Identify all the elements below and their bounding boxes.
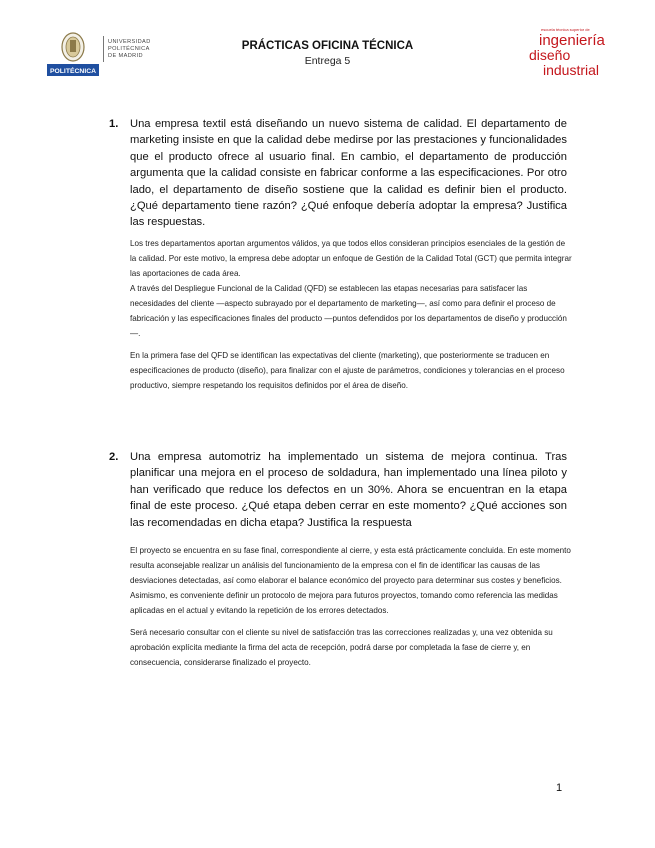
- etsidi-word-1: ingeniería: [539, 32, 605, 49]
- upm-line-1: UNIVERSIDAD: [108, 39, 151, 45]
- page-number: 1: [556, 782, 563, 794]
- answer-1-paragraph-1: Los tres departamentos aportan argumentos válidos, ya que todos ellos consideran principios esenciales de la gestión de la calidad. Por este motivo, la empresa debe adoptar un enfoque de Gestión de la Calidad Total (GCT) que permita integrar las aportaciones de cada área.: [130, 239, 572, 278]
- answer-1: [130, 236, 572, 393]
- answer-2: [130, 543, 572, 670]
- page-header: [0, 22, 655, 82]
- page-title: PRÁCTICAS OFICINA TÉCNICA: [241, 40, 414, 52]
- upm-badge-text: POLITÉCNICA: [49, 68, 97, 75]
- etsidi-small-text: escuela técnica superior de: [541, 27, 590, 32]
- question-2-number: 2.: [109, 451, 119, 463]
- question-1: [109, 116, 567, 231]
- answer-2-paragraph-1: El proyecto se encuentra en su fase final, correspondiente al cierre, y esta está prácticamente concluida. En este momento resulta aconsejable realizar un análisis del funcionamiento de la empresa con el fin de identificar las causas de las desviaciones detectadas, así como elaborar el balance económico del proyecto para determinar sus costes y beneficios. Asimismo, es conveniente definir un protocolo de mejora para futuros proyectos, tomando como referencia las medidas aplicadas en el actual y evitando la repetición de los errores detectados.: [130, 546, 571, 615]
- upm-line-3: DE MADRID: [108, 53, 143, 59]
- etsidi-word-2: diseño: [529, 47, 571, 63]
- etsidi-logo: [519, 26, 619, 78]
- page-subtitle: Entrega 5: [304, 55, 351, 67]
- question-2-text: Una empresa automotriz ha implementado un sistema de mejora continua. Tras planificar una mejora en el proceso de soldadura, han implementado una línea piloto y han verificado que reduce los defectos en un 30%. Ahora se encuentran en la etapa final de este proceso. ¿Qué etapa deben cerrar en este momento? ¿Qué acciones son las recomendadas en dicha etapa? Justifica la respuesta: [130, 451, 567, 529]
- question-2: [109, 449, 567, 531]
- question-1-text: Una empresa textil está diseñando un nuevo sistema de calidad. El departamento de marketing insiste en que la calidad debe medirse por las prestaciones y funcionalidades que el producto ofrece al usuario final. En cambio, el departamento de producción argumenta que la calidad consiste en fabricar conforme a las especificaciones. Por otro lado, el departamento de diseño sostiene que la calidad es definir bien el producto. ¿Qué departamento tiene razón? ¿Qué enfoque debería adoptar la empresa? Justifica las respuestas.: [130, 118, 567, 229]
- answer-2-paragraph-2: Será necesario consultar con el cliente su nivel de satisfacción tras las correcciones realizadas y, una vez obtenida su aprobación explícita mediante la firma del acta de recepción, podrá darse por completada la fase de cierre y, en consecuencia, considerarse finalizado el proyecto.: [130, 628, 553, 667]
- answer-1-paragraph-2: A través del Despliegue Funcional de la Calidad (QFD) se establecen las etapas necesarias para satisfacer las necesidades del cliente —aspecto subrayado por el departamento de marketing—, así como para definir el proceso de fabricación y las especificaciones finales del producto —puntos defendidos por los departamentos de diseño y producción—.: [130, 284, 567, 338]
- question-1-number: 1.: [109, 118, 119, 130]
- upm-line-2: POLITÉCNICA: [108, 46, 150, 52]
- etsidi-word-3: industrial: [543, 62, 600, 78]
- answer-1-paragraph-3: En la primera fase del QFD se identifican las expectativas del cliente (marketing), que posteriormente se traducen en especificaciones de producto (diseño), para finalizar con el ajuste de parámetros, condiciones y tolerancias en el proceso productivo, siempre respetando los requisitos definidos por el área de diseño.: [130, 351, 565, 390]
